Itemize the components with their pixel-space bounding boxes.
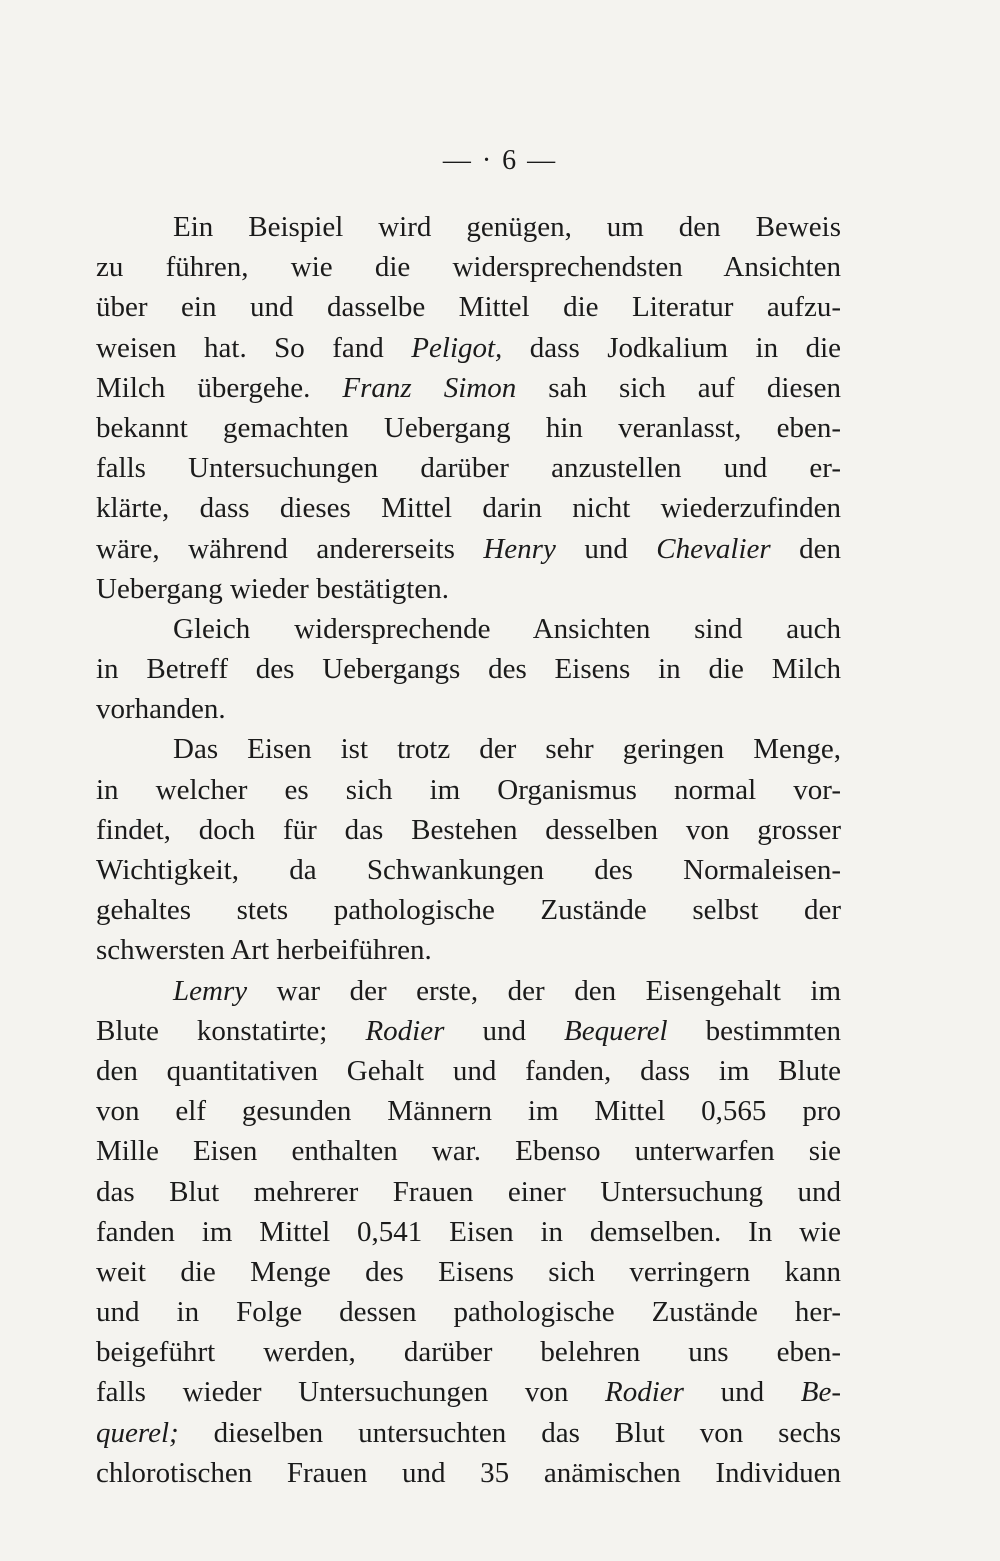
text-segment: falls Untersuchungen darüber anzustellen und er- [96, 452, 841, 485]
text-segment: Mille Eisen enthalten war. Ebenso unterwarfen sie [96, 1135, 841, 1168]
text-segment: Blute konstatirte; [96, 1014, 366, 1047]
text-segment: Gleich widersprechende Ansichten sind auch [173, 612, 841, 645]
text-line [96, 729, 841, 769]
text-line [96, 408, 841, 448]
text-segment: und [683, 1376, 801, 1409]
italic-name: querel; [96, 1416, 179, 1449]
text-segment: beigeführt werden, darüber belehren uns eben- [96, 1336, 841, 1369]
text-segment: Uebergang wieder bestätigten. [96, 572, 449, 605]
text-line [96, 609, 841, 649]
text-segment: war der erste, der den Eisengehalt im [247, 974, 841, 1007]
text-segment: und [555, 532, 657, 565]
text-line [96, 890, 841, 930]
text-segment: den [770, 532, 841, 565]
text-segment: weisen hat. So fand [96, 331, 412, 364]
text-segment: in welcher es sich im Organismus normal vor- [96, 773, 841, 806]
text-line [96, 448, 841, 488]
page-number: — · 6 — [442, 145, 558, 176]
text-segment: das Blut mehrerer Frauen einer Untersuchung und [96, 1175, 841, 1208]
italic-name: Peligot, [411, 331, 503, 364]
text-segment: zu führen, wie die widersprechendsten Ansichten [96, 251, 841, 284]
text-segment: und in Folge dessen pathologische Zustände her- [96, 1296, 841, 1329]
text-line [96, 488, 841, 528]
text-line [96, 1252, 841, 1292]
text-segment: über ein und dasselbe Mittel die Literatur aufzu- [96, 291, 841, 324]
text-segment: Das Eisen ist trotz der sehr geringen Menge, [173, 733, 841, 766]
text-line [96, 1091, 841, 1131]
italic-name: Rodier [365, 1014, 445, 1047]
text-line [96, 930, 841, 970]
text-line [96, 1292, 841, 1332]
body-text [96, 207, 841, 1493]
text-line [96, 207, 841, 247]
text-line [96, 247, 841, 287]
text-segment: von elf gesunden Männern im Mittel 0,565 pro [96, 1095, 841, 1128]
text-segment: und [444, 1014, 564, 1047]
text-segment: Ein Beispiel wird genügen, um den Beweis [173, 211, 841, 243]
italic-name: Bequerel [564, 1014, 668, 1047]
text-segment: den quantitativen Gehalt und fanden, dass im Blute [96, 1054, 841, 1087]
text-segment: in Betreff des Uebergangs des Eisens in die Milch [96, 653, 841, 686]
text-line [96, 529, 841, 569]
text-segment: Milch übergehe. [96, 371, 343, 404]
text-line [96, 1212, 841, 1252]
text-segment: weit die Menge des Eisens sich verringern kann [96, 1255, 841, 1288]
text-segment: dieselben untersuchten das Blut von sechs [178, 1416, 841, 1449]
text-line [96, 1172, 841, 1212]
text-segment: bekannt gemachten Uebergang hin veranlasst, eben- [96, 411, 841, 444]
text-line [96, 649, 841, 689]
text-segment: Wichtigkeit, da Schwankungen des Normaleisen- [96, 854, 841, 886]
text-segment: chlorotischen Frauen und 35 anämischen Individuen [96, 1456, 841, 1489]
text-line [96, 1372, 841, 1412]
italic-name: Lemry [173, 974, 248, 1007]
text-line [96, 569, 841, 609]
text-line [96, 368, 841, 408]
italic-name: Rodier [605, 1376, 684, 1409]
text-line [96, 689, 841, 729]
text-line [96, 1453, 841, 1493]
text-segment: fanden im Mittel 0,541 Eisen in demselben. In wie [96, 1215, 841, 1248]
italic-name: Be- [800, 1376, 841, 1409]
text-line [96, 1131, 841, 1171]
text-segment: bestimmten [667, 1014, 841, 1047]
text-segment: vorhanden. [96, 693, 226, 726]
text-line [96, 810, 841, 850]
text-line [96, 850, 841, 890]
italic-name: Franz Simon [342, 371, 517, 404]
text-line [96, 1413, 841, 1453]
text-line [96, 971, 841, 1011]
text-segment: falls wieder Untersuchungen von [96, 1376, 606, 1409]
text-segment: schwersten Art herbeiführen. [96, 934, 432, 967]
text-line [96, 1051, 841, 1091]
text-line [96, 287, 841, 327]
text-segment: klärte, dass dieses Mittel darin nicht wiederzufinden [96, 492, 841, 525]
text-line [96, 1332, 841, 1372]
italic-name: Chevalier [656, 532, 771, 565]
text-segment: dass Jodkalium in die [502, 331, 841, 364]
text-segment: gehaltes stets pathologische Zustände selbst der [96, 894, 841, 927]
text-segment: findet, doch für das Bestehen desselben von grosser [96, 813, 841, 846]
text-line [96, 1011, 841, 1051]
text-line [96, 328, 841, 368]
italic-name: Henry [483, 532, 556, 565]
text-line [96, 770, 841, 810]
text-segment: sah sich auf diesen [516, 371, 841, 404]
text-segment: wäre, während andererseits [96, 532, 484, 565]
